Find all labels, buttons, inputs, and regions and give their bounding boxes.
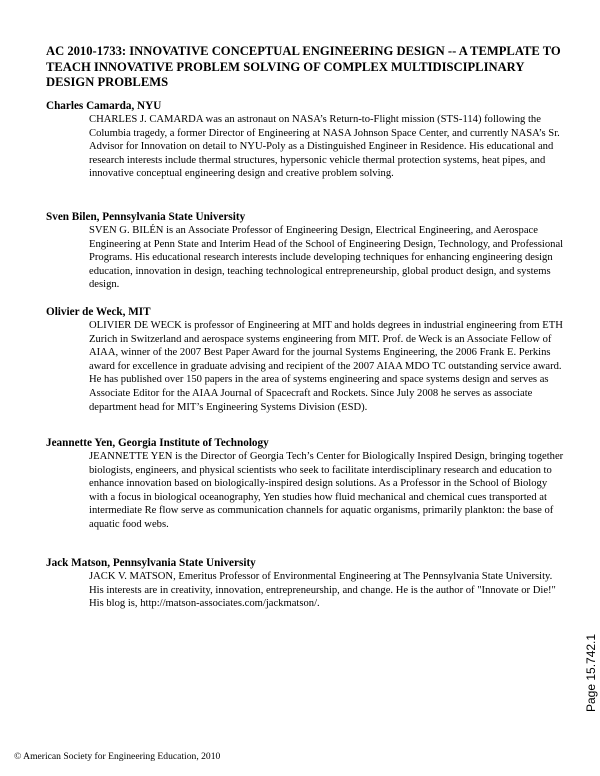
author-section-matson [46, 556, 566, 611]
author-section-bilen [46, 210, 566, 292]
author-bio: JEANNETTE YEN is the Director of Georgia Tech’s Center for Biologically Inspired Design, bringing together biologists, engineers, and physical scientists who seek to facilitate interdisciplinary research and education to enhance innovation based on biologically-inspired design solutions. As a Professor in the School of Biology with a focus in biological oceanography, Yen studies how fluid mechanical and chemical cues transported at intermediate Re flow serve as communication channels for aquatic organisms, primarily plankton: the base of aquatic food webs. [89, 451, 564, 530]
author-name: Jack Matson, Pennsylvania State University [46, 557, 256, 569]
author-name: Charles Camarda, NYU [46, 100, 162, 112]
author-bio: JACK V. MATSON, Emeritus Professor of Environmental Engineering at The Pennsylvania State University. His interests are in creativity, innovation, entrepreneurship, and change. He is the author of "Innovate or Die!" His blog is, http://matson-associates.com/jackmatson/. [89, 571, 556, 610]
author-section-yen [46, 436, 566, 532]
author-name: Jeannette Yen, Georgia Institute of Technology [46, 437, 269, 449]
author-section-camarda [46, 99, 566, 181]
author-bio: CHARLES J. CAMARDA was an astronaut on NASA’s Return-to-Flight mission (STS-114) following the Columbia tragedy, a former Director of Engineering at NASA Johnson Space Center, and currently NASA’s Sr. Advisor for Innovation on detail to NYU-Poly as a Distinguished Engineer in Residence. His educational and research interests include thermal structures, hypersonic vehicle thermal protection systems, heat pipes, and innovative conceptual engineering design and creative problem solving. [89, 114, 560, 180]
author-bio: OLIVIER DE WECK is professor of Engineering at MIT and holds degrees in industrial engineering from ETH Zurich in Switzerland and aerospace systems engineering from MIT. Prof. de Weck is an Associate Fellow of AIAA, winner of the 2007 Best Paper Award for the journal Systems Engineering, the 2006 Frank E. Perkins award for excellence in graduate advising and recipient of the 2007 AIAA MDO TC outstanding service award. He has published over 150 papers in the area of systems engineering and space systems design and serves as Associate Editor for the AIAA Journal of Spacecraft and Rockets. Since July 2008 he serves as associate department head for MIT’s Engineering Systems Division (ESD). [89, 320, 563, 413]
author-name: Sven Bilen, Pennsylvania State University [46, 211, 246, 223]
author-section-deweck [46, 305, 566, 414]
paper-title: AC 2010-1733: INNOVATIVE CONCEPTUAL ENGINEERING DESIGN -- A TEMPLATE TO TEACH INNOVATIVE PROBLEM SOLVING OF COMPLEX MULTIDISCIPLINARY DESIGN PROBLEMS [46, 44, 561, 89]
copyright-footer: © American Society for Engineering Education, 2010 [14, 751, 221, 762]
author-bio: SVEN G. BILÉN is an Associate Professor of Engineering Design, Electrical Engineering, and Aerospace Engineering at Penn State and Interim Head of the School of Engineering Design, Technology, and Professional Programs. His educational research interests include developing techniques for enhancing engineering design education, innovation in design, teaching technological entrepreneurship, global product design, and systems design. [89, 225, 564, 291]
page-number: Page 15.742.1 [584, 633, 598, 712]
author-name: Olivier de Weck, MIT [46, 306, 151, 318]
